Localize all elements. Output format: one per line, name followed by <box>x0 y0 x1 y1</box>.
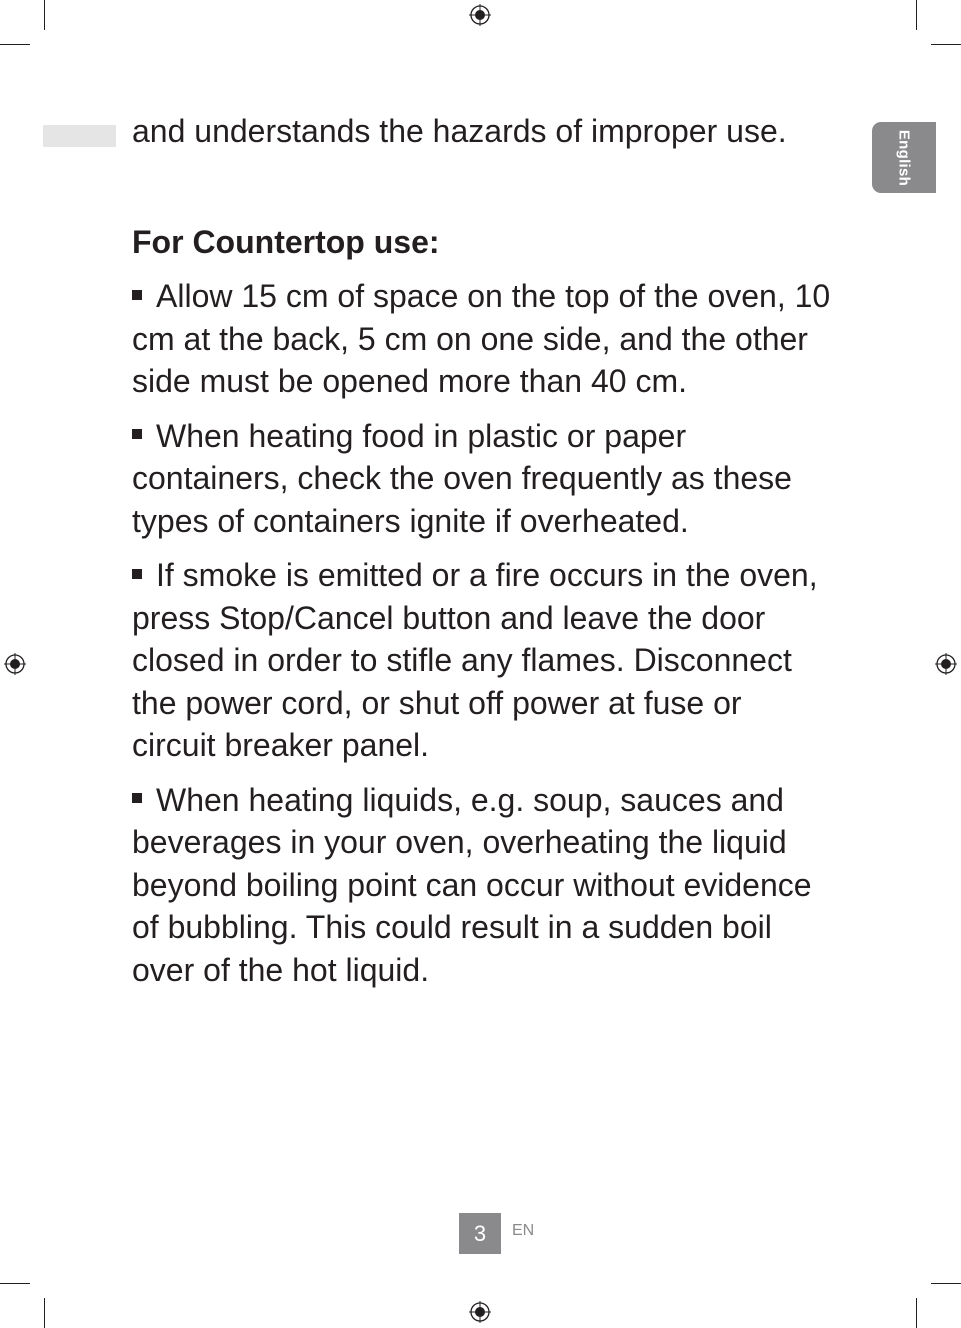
crop-mark <box>0 44 30 45</box>
section-heading: For Countertop use: <box>132 223 440 260</box>
bullet-square-icon <box>132 429 142 439</box>
crop-mark <box>916 1298 917 1328</box>
intro-text: and understands the hazards of improper use. <box>132 113 787 149</box>
bullet-square-icon <box>132 569 142 579</box>
crop-mark <box>44 1298 45 1328</box>
registration-mark-icon <box>4 653 26 675</box>
bullet-item <box>132 554 832 767</box>
page-number: 3 <box>459 1213 501 1254</box>
bullet-item <box>132 779 832 992</box>
language-tab <box>872 122 936 193</box>
main-content <box>132 110 832 1003</box>
bullet-text: If smoke is emitted or a fire occurs in the oven, press Stop/Cancel button and leave the door closed in order to stifle any flames. Disconnect the power cord, or shut off power at fuse or circuit breaker panel. <box>132 557 818 763</box>
registration-mark-icon <box>469 4 491 26</box>
bullet-text: When heating food in plastic or paper containers, check the oven frequently as these types of containers ignite if overheated. <box>132 417 792 539</box>
bullet-square-icon <box>132 793 142 803</box>
crop-mark <box>44 0 45 30</box>
crop-mark <box>931 1283 961 1284</box>
bullet-item <box>132 275 832 403</box>
language-tab-label: English <box>895 129 913 186</box>
bullet-square-icon <box>132 290 142 300</box>
bullet-text: Allow 15 cm of space on the top of the oven, 10 cm at the back, 5 cm on one side, and the other side must be opened more than 40 cm. <box>132 278 831 399</box>
bullet-text: When heating liquids, e.g. soup, sauces and beverages in your oven, overheating the liquid beyond boiling point can occur without evidence of bubbling. This could result in a sudden boil over of the hot liquid. <box>132 781 812 988</box>
crop-mark <box>931 44 961 45</box>
crop-mark <box>0 1283 30 1284</box>
decorative-bar <box>43 125 116 147</box>
registration-mark-icon <box>935 653 957 675</box>
bullet-item <box>132 415 832 543</box>
crop-mark <box>916 0 917 30</box>
registration-mark-icon <box>469 1301 491 1323</box>
language-code: EN <box>512 1222 535 1239</box>
